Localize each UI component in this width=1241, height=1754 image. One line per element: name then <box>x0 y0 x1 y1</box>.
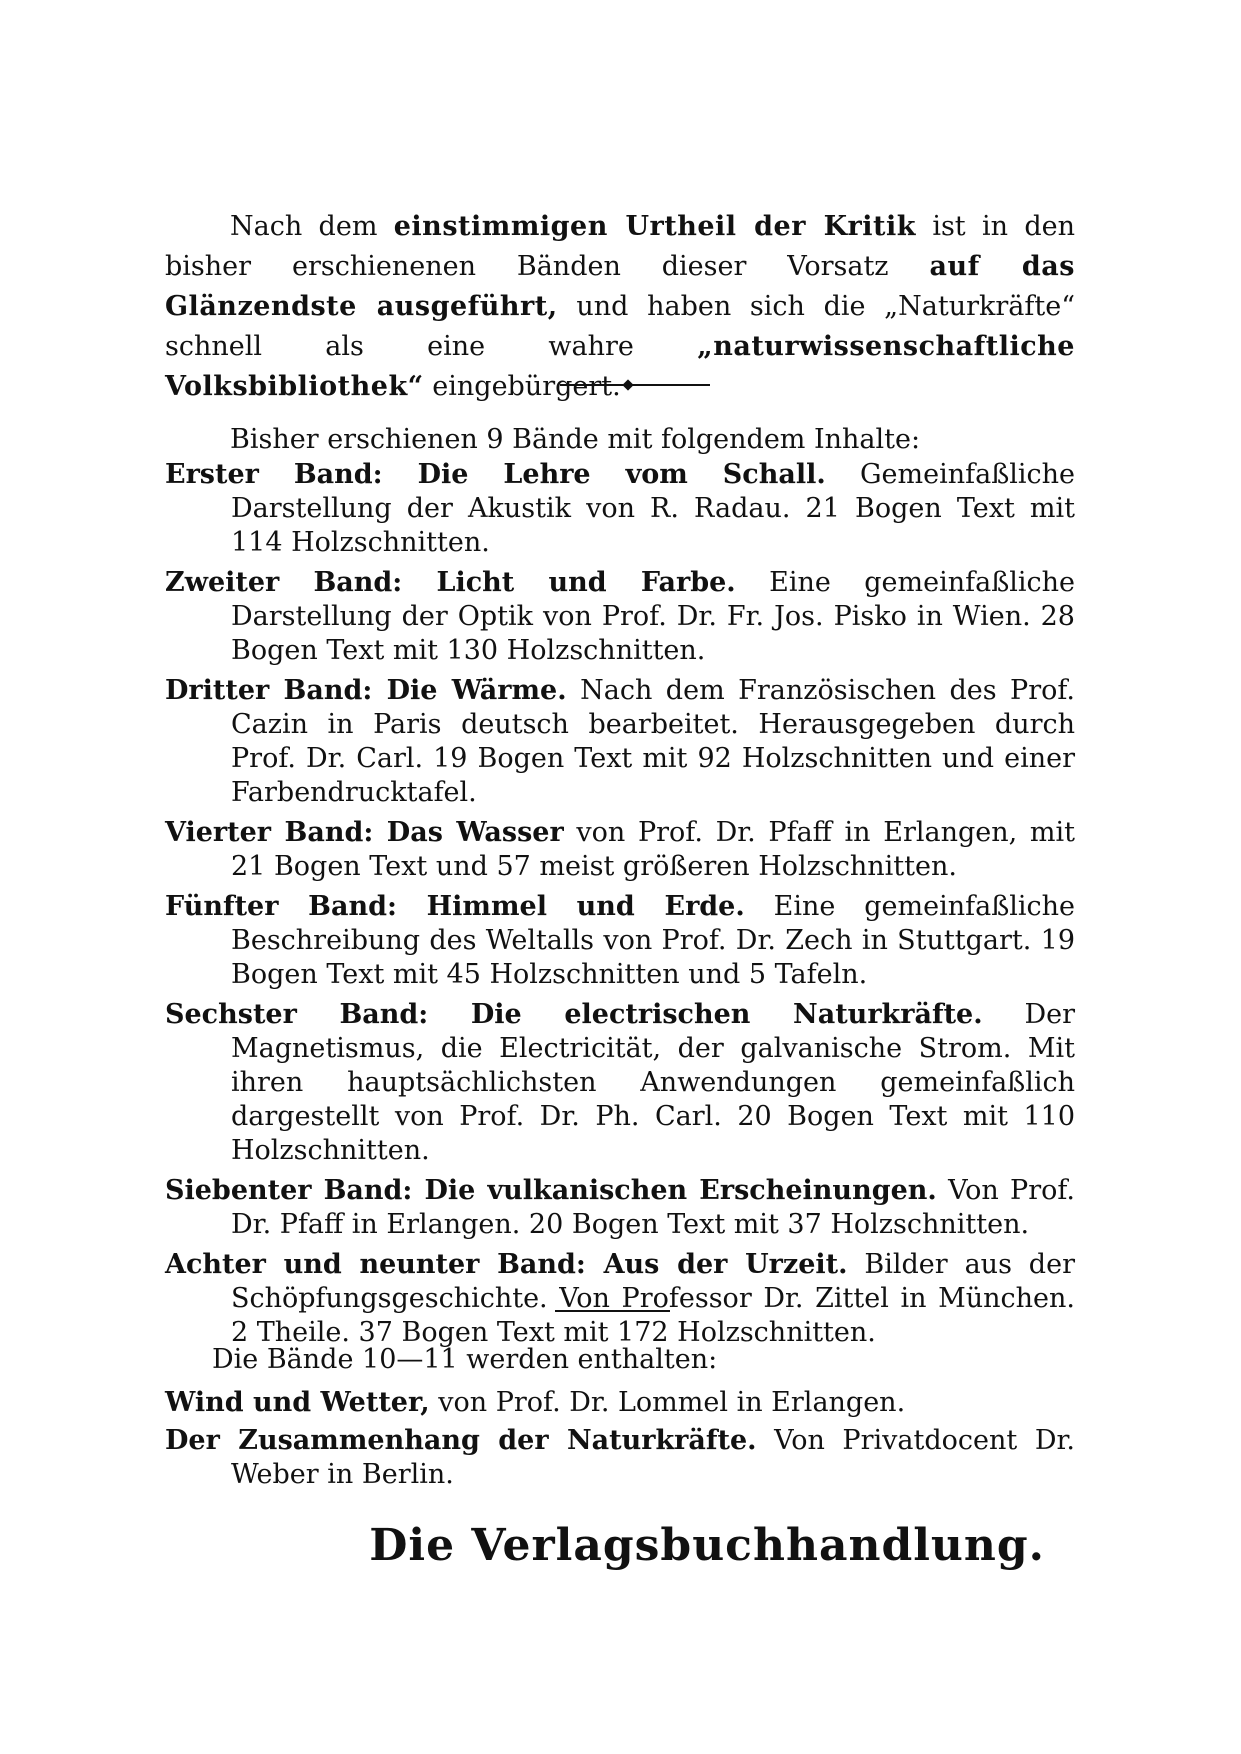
forthcoming-entry-2 <box>165 1424 1075 1492</box>
volume-title: Achter und neunter Band: Aus der Urzeit. <box>165 1249 848 1280</box>
volume-entry-7 <box>165 1174 1075 1242</box>
volume-description: Bilder aus der Schöpfungsgeschichte. Von Professor Dr. Zittel in München. 2 Theile. 37 Bogen Text mit 172 Holzschnitten. <box>231 1249 1075 1348</box>
intro-emphasis-3: „naturwissenschaftliche Volksbibliothek“ <box>165 331 1075 402</box>
publisher-signature: Die Verlagsbuchhandlung. <box>369 1520 1045 1571</box>
volume-description: Eine gemeinfaßliche Darstellung der Optik von Prof. Dr. Fr. Jos. Pisko in Wien. 28 Bogen Text mit 130 Holzschnitten. <box>231 567 1075 666</box>
volume-title: Vierter Band: Das Wasser <box>165 817 564 848</box>
volume-description: Eine gemeinfaßliche Beschreibung des Weltalls von Prof. Dr. Zech in Stuttgart. 19 Bogen Text mit 45 Holzschnitten und 5 Tafeln. <box>231 891 1075 990</box>
volume-title: Der Zusammenhang der Naturkräfte. <box>165 1425 757 1456</box>
volume-entry-2 <box>165 566 1075 668</box>
volume-description: Der Magnetismus, die Electricität, der galvanische Strom. Mit ihren hauptsächlichsten Anwendungen gemeinfaßlich dargestellt von Prof. Dr. Ph. Carl. 20 Bogen Text mit 110 Holzschnitten. <box>231 999 1075 1166</box>
volume-description: von Prof. Dr. Pfaff in Erlangen, mit 21 Bogen Text und 57 meist größeren Holzschnitten. <box>231 817 1075 882</box>
intro-emphasis-1: einstimmigen Urtheil der Kritik <box>393 211 916 242</box>
volume-description: Von Prof. Dr. Pfaff in Erlangen. 20 Bogen Text mit 37 Holzschnitten. <box>231 1175 1075 1240</box>
published-volumes-list <box>165 458 1075 1356</box>
intro-emphasis-2: auf das Glänzendste ausgeführt, <box>165 251 1075 322</box>
forthcoming-volumes-list <box>165 1386 1075 1496</box>
volume-entry-1 <box>165 458 1075 560</box>
volume-description: Von Privatdocent Dr. Weber in Berlin. <box>231 1425 1075 1490</box>
volume-title: Wind und Wetter, <box>165 1387 430 1418</box>
volume-entry-8-9 <box>165 1248 1075 1350</box>
intro-tail: eingebürgert. <box>432 371 621 402</box>
intro-middle-2: und haben sich die „Naturkräfte“ schnell als eine wahre <box>165 291 1075 362</box>
volume-description: Gemeinfaßliche Darstellung der Akustik von R. Radau. 21 Bogen Text mit 114 Holzschnitten. <box>231 459 1075 558</box>
volume-entry-6 <box>165 998 1075 1168</box>
forthcoming-entry-1 <box>165 1386 1075 1420</box>
volume-entry-4 <box>165 816 1075 884</box>
published-volumes-heading: Bisher erschienen 9 Bände mit folgendem Inhalte: <box>230 424 921 455</box>
volume-title: Zweiter Band: Licht und Farbe. <box>165 567 736 598</box>
divider-line <box>555 1310 670 1312</box>
volume-description: von Prof. Dr. Lommel in Erlangen. <box>438 1387 906 1418</box>
volume-entry-3 <box>165 674 1075 810</box>
intro-paragraph <box>165 207 1075 407</box>
volume-title: Erster Band: Die Lehre vom Schall. <box>165 459 826 490</box>
intro-lead: Nach dem <box>230 211 378 242</box>
volume-entry-5 <box>165 890 1075 992</box>
volume-title: Siebenter Band: Die vulkanischen Erscheinungen. <box>165 1175 937 1206</box>
volume-description: Nach dem Französischen des Prof. Cazin in Paris deutsch bearbeitet. Herausgegeben durch Prof. Dr. Carl. 19 Bogen Text mit 92 Holzschnitten und einer Farbendrucktafel. <box>231 675 1075 808</box>
intro-middle-1: ist in den bisher erschienenen Bänden dieser Vorsatz <box>165 211 1075 282</box>
forthcoming-volumes-heading: Die Bände 10—11 werden enthalten: <box>212 1344 718 1375</box>
volume-title: Fünfter Band: Himmel und Erde. <box>165 891 745 922</box>
volume-title: Dritter Band: Die Wärme. <box>165 675 567 706</box>
volume-title: Sechster Band: Die electrischen Naturkräfte. <box>165 999 983 1030</box>
ornamental-divider <box>560 384 710 386</box>
